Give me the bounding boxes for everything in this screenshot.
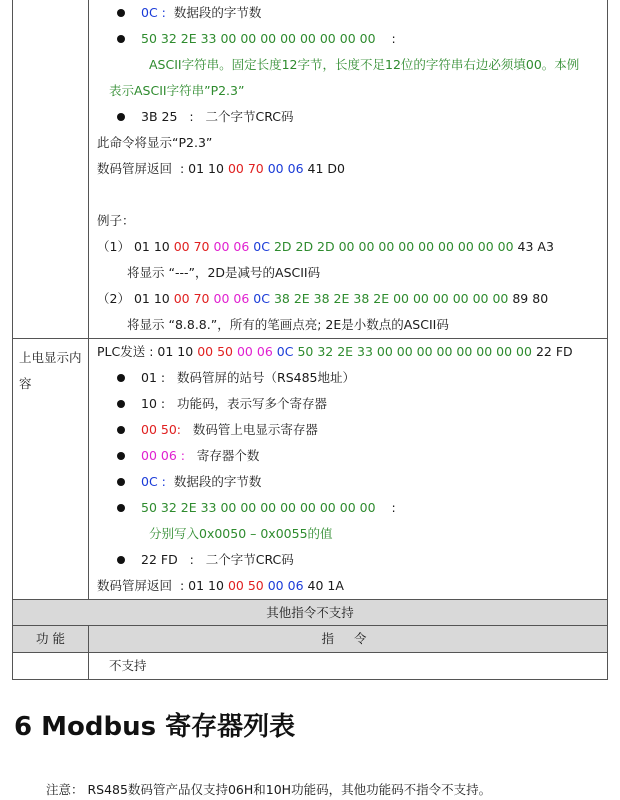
hex-value: 01 10 [157,344,194,359]
hex-value: 00 70 [227,161,264,176]
hex-value: 43 A3 [517,239,554,254]
colon-text: : [189,109,194,124]
hex-value: 00 06 [267,578,304,593]
return-line [97,156,599,182]
desc-text: 表示ASCII字符串”P2.3” [109,83,245,98]
row-label-empty [13,0,89,338]
desc-text: 二个字节CRC码 [205,109,294,124]
plc-send-line [97,339,599,365]
bullet-line [97,365,599,391]
hex-value: 3B 25 [141,109,178,124]
hex-value: 50 32 2E 33 00 00 00 00 00 00 00 00 [141,31,376,46]
hex-value: 01 10 [188,161,224,176]
desc-text: 功能码，表示写多个寄存器 [177,396,328,411]
bullet-icon [117,9,125,17]
hex-value: 38 2E 38 2E 38 2E 00 00 00 00 00 00 [273,291,509,306]
hex-value: 10 : [141,396,166,411]
desc-text: 寄存器个数 [196,448,260,463]
hex-value: 40 1A [307,578,344,593]
bullet-line [97,443,599,469]
hex-value: 0C : [141,474,166,489]
return-label: 数码管屏返回 [97,161,173,176]
hex-value: 01 10 [133,291,170,306]
section-heading: 6 Modbus 寄存器列表 [14,712,296,742]
hex-value: 50 32 2E 33 00 00 00 00 00 00 00 00 [141,500,376,515]
column-header-command: 指 令 [321,631,375,646]
desc-text: 数码管上电显示寄存器 [192,422,318,437]
example-line [97,286,599,312]
example-index: （2） [97,291,130,306]
bullet-line [97,547,599,573]
bullet-line [97,469,599,495]
desc-text: 数据段的字节数 [173,474,262,489]
hex-value: 50 32 2E 33 00 00 00 00 00 00 00 00 [297,344,532,359]
colon-text: : [149,344,154,359]
hex-value: 2D 2D 2D 00 00 00 00 00 00 00 00 00 [273,239,514,254]
table-row [13,599,607,625]
plc-label: PLC发送 [97,344,146,359]
hex-value: 89 80 [512,291,549,306]
hex-value: 22 FD [535,344,573,359]
hex-value: 41 D0 [307,161,345,176]
row-content [89,339,607,599]
note-text: 注意： RS485数码管产品仅支持06H和10H功能码，其他功能码不指令不支持。 [46,782,492,797]
example-note: 将显示 “---”，2D是减号的ASCII码 [127,265,321,280]
hex-value: 00 06 [213,239,250,254]
bullet-line [97,417,599,443]
hex-value: 0C [276,344,294,359]
hex-value: 22 FD [141,552,178,567]
hex-value: 00 70 [173,291,210,306]
hex-value: 00 50 [227,578,264,593]
section-header: 其他指令不支持 [266,605,354,620]
hex-value: 00 06 [236,344,273,359]
colon-text: : [391,31,396,46]
hex-value: 0C [253,239,270,254]
return-label: 数码管屏返回 [97,578,173,593]
bullet-line [97,104,599,130]
colon-text: : [189,552,194,567]
table-row [13,0,607,338]
desc-text: 二个字节CRC码 [205,552,294,567]
spacer [97,182,599,208]
table-header-row [13,625,607,652]
colon-text: : [179,578,185,593]
desc-text: 此命令将显示“P2.3” [97,135,213,150]
hex-value: 00 06 [267,161,304,176]
bullet-icon [117,556,125,564]
hex-value: 00 70 [173,239,210,254]
bullet-icon [117,400,125,408]
example-note: 将显示 “8.8.8.”，所有的笔画点亮; 2E是小数点的ASCII码 [127,317,449,332]
row-content [89,0,607,338]
column-header-function: 功 能 [13,626,89,652]
bullet-icon [117,426,125,434]
row-label: 上电显示内容 [13,339,89,599]
table-row [13,652,607,679]
bullet-line [97,0,599,26]
hex-value: 00 06 : [141,448,185,463]
hex-value: 00 50: [141,422,181,437]
hex-value: 01 10 [133,239,170,254]
bullet-icon [117,35,125,43]
desc-text: 分别写入0x0050 – 0x0055的值 [149,526,333,541]
hex-value: 0C [253,291,270,306]
protocol-table [12,0,608,680]
hex-value: 00 50 [197,344,233,359]
colon-text: : [179,161,185,176]
example-index: （1） [97,239,130,254]
colon-text: : [391,500,396,515]
hex-value: 01 10 [188,578,224,593]
hex-value: 0C : [141,5,166,20]
bullet-icon [117,113,125,121]
desc-text: 数据段的字节数 [173,5,262,20]
hex-value: 00 06 [213,291,250,306]
bullet-icon [117,504,125,512]
bullet-icon [117,452,125,460]
bullet-icon [117,478,125,486]
row-label-empty [13,653,89,679]
example-line [97,234,599,260]
table-row [13,338,607,599]
unsupported-text: 不支持 [109,658,147,673]
return-line [97,573,599,599]
bullet-line [97,495,599,521]
example-title: 例子： [97,213,135,228]
desc-text: ASCII字符串。固定长度12字节，长度不足12位的字符串右边必须填00。本例 [149,57,580,72]
bullet-line [97,26,599,52]
bullet-line [97,391,599,417]
bullet-icon [117,374,125,382]
hex-value: 01 : [141,370,166,385]
desc-text: 数码管屏的站号（RS485地址） [177,370,355,385]
